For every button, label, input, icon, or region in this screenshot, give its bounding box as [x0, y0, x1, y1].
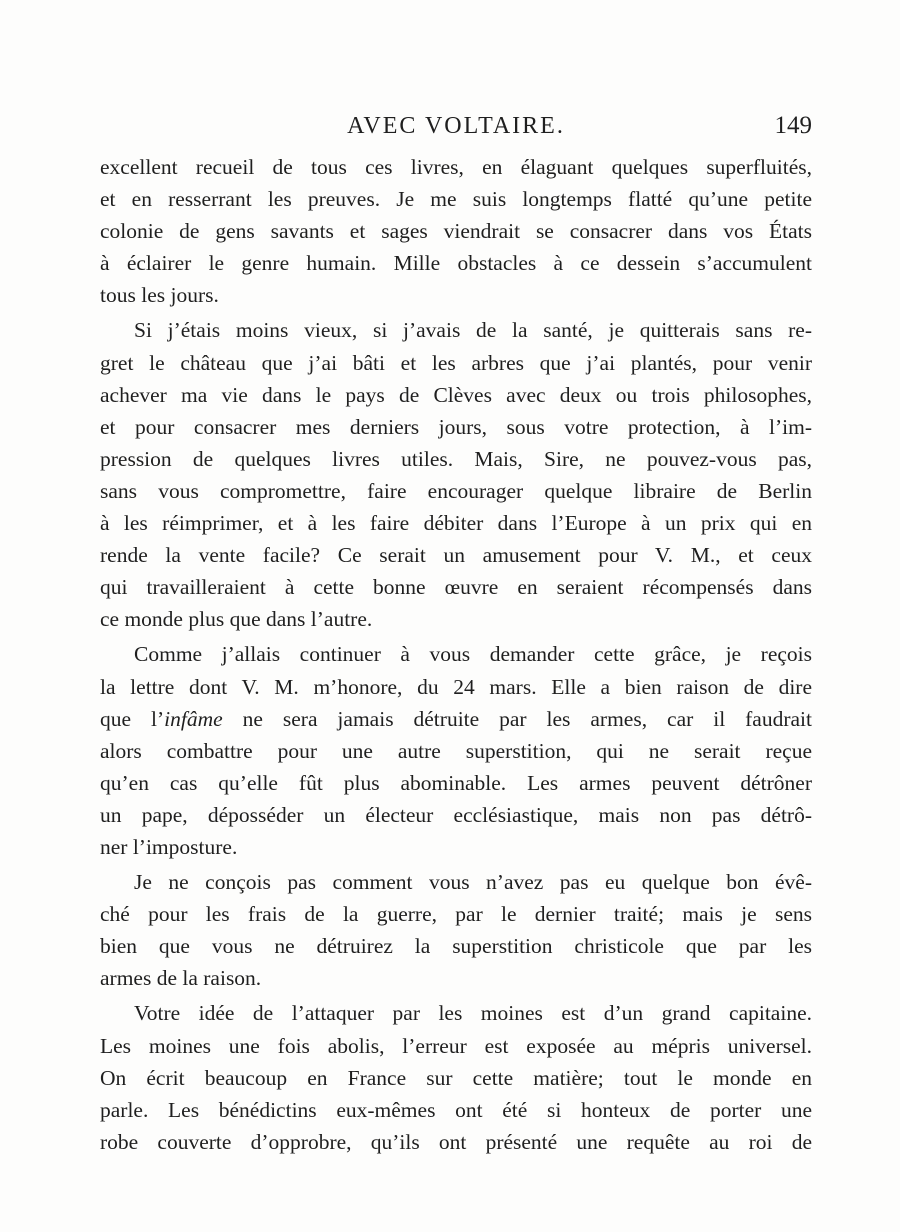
text-line: Je ne conçois pas comment vous n’avez pas eu quelque bon évê-	[134, 870, 812, 895]
running-title: AVEC VOLTAIRE.	[347, 113, 565, 139]
text-line: un pape, déposséder un électeur ecclésiastique, mais non pas détrô-	[100, 802, 812, 827]
paragraph-4	[100, 866, 812, 994]
italic-word: infâme	[164, 706, 223, 731]
text-line: ner l’imposture.	[100, 834, 238, 859]
paragraph-1	[100, 151, 812, 311]
text-segment: que l’	[100, 706, 165, 731]
paragraph-3	[100, 638, 812, 863]
text-line: gret le château que j’ai bâti et les arbres que j’ai plantés, pour venir	[100, 350, 812, 375]
text-line: pression de quelques livres utiles. Mais, Sire, ne pouvez-vous pas,	[100, 446, 812, 471]
text-line: achever ma vie dans le pays de Clèves avec deux ou trois philosophes,	[100, 382, 812, 407]
text-line: robe couverte d’opprobre, qu’ils ont présenté une requête au roi de	[100, 1129, 812, 1154]
text-line: parle. Les bénédictins eux-mêmes ont été si honteux de porter une	[100, 1097, 812, 1122]
text-line: colonie de gens savants et sages viendrait se consacrer dans vos États	[100, 219, 812, 244]
text-line: la lettre dont V. M. m’honore, du 24 mars. Elle a bien raison de dire	[100, 674, 812, 699]
text-line: Si j’étais moins vieux, si j’avais de la santé, je quitterais sans re-	[134, 318, 812, 343]
body-text	[100, 151, 812, 1158]
text-line: ché pour les frais de la guerre, par le dernier traité; mais je sens	[100, 902, 812, 927]
text-line: qui travailleraient à cette bonne œuvre en seraient récompensés dans	[100, 575, 812, 600]
text-line: à les réimprimer, et à les faire débiter dans l’Europe à un prix qui en	[100, 511, 812, 536]
paragraph-5	[100, 997, 812, 1157]
text-segment: ne sera jamais détruite par les armes, car il faudrait	[222, 706, 812, 731]
text-line: qu’en cas qu’elle fût plus abominable. Les armes peuvent détrôner	[100, 770, 812, 795]
text-line: et pour consacrer mes derniers jours, sous votre protection, à l’im-	[100, 414, 812, 439]
text-line: et en resserrant les preuves. Je me suis longtemps flatté qu’une petite	[100, 187, 812, 212]
text-line: Votre idée de l’attaquer par les moines est d’un grand capitaine.	[134, 1001, 812, 1026]
text-line: excellent recueil de tous ces livres, en élaguant quelques superfluités,	[100, 155, 812, 179]
paragraph-2	[100, 314, 812, 635]
text-line	[100, 703, 812, 735]
text-line: ce monde plus que dans l’autre.	[100, 607, 373, 632]
running-header	[100, 106, 812, 146]
text-line: sans vous compromettre, faire encourager quelque libraire de Berlin	[100, 478, 812, 503]
page-number: 149	[774, 112, 812, 139]
text-line: On écrit beaucoup en France sur cette matière; tout le monde en	[100, 1065, 812, 1090]
text-line: à éclairer le genre humain. Mille obstacles à ce dessein s’accumulent	[100, 251, 812, 276]
text-line: tous les jours.	[100, 283, 219, 308]
text-line: Les moines une fois abolis, l’erreur est exposée au mépris universel.	[100, 1033, 812, 1058]
text-line: Comme j’allais continuer à vous demander cette grâce, je reçois	[134, 642, 812, 667]
text-line: bien que vous ne détruirez la superstition christicole que par les	[100, 934, 812, 959]
text-line: rende la vente facile? Ce serait un amusement pour V. M., et ceux	[100, 543, 812, 568]
text-line: armes de la raison.	[100, 966, 262, 991]
text-line: alors combattre pour une autre superstition, qui ne serait reçue	[100, 738, 812, 763]
